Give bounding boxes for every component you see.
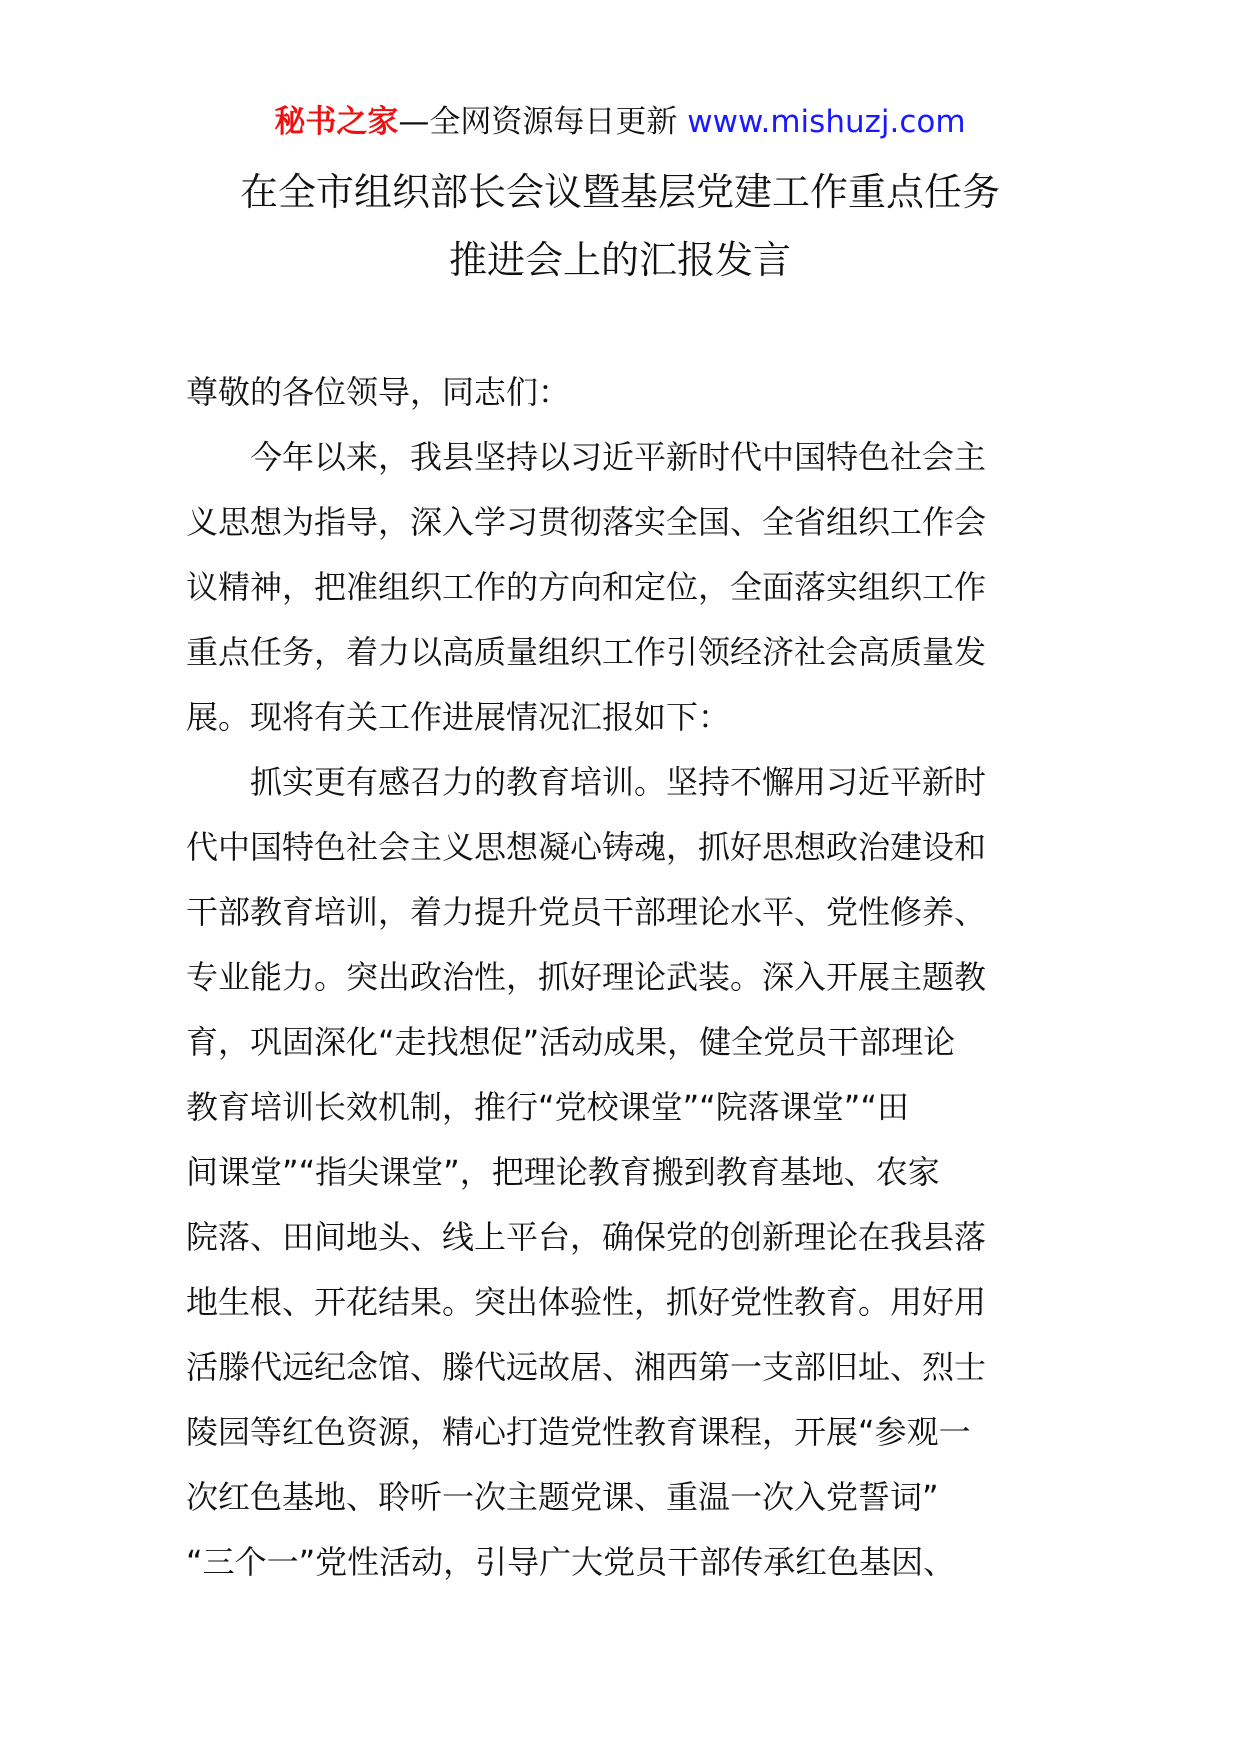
document-title-line-1: 在全市组织部长会议暨基层党建工作重点任务 [239, 170, 1000, 214]
body-text-line: 专业能力。突出政治性，抓好理论武装。深入开展主题教 [186, 958, 987, 996]
body-text-line: 活滕代远纪念馆、滕代远故居、湘西第一支部旧址、烈士 [186, 1348, 987, 1386]
header-tagline: —全网资源每日更新 [398, 104, 688, 140]
site-header [0, 100, 1240, 144]
body-text-line: 次红色基地、聆听一次主题党课、重温一次入党誓词” [186, 1478, 939, 1516]
body-text-line: 重点任务，着力以高质量组织工作引领经济社会高质量发 [186, 633, 987, 671]
body-text-line: 教育培训长效机制，推行“党校课堂”“院落课堂”“田 [186, 1088, 909, 1126]
site-url-link[interactable]: www.mishuzj.com [687, 104, 966, 140]
body-text-line: 间课堂”“指尖课堂”，把理论教育搬到教育基地、农家 [186, 1153, 940, 1191]
document-title-line-2: 推进会上的汇报发言 [448, 238, 791, 282]
brand-name: 秘书之家 [274, 104, 399, 140]
body-text-line: 干部教育培训，着力提升党员干部理论水平、党性修养、 [186, 893, 987, 931]
body-text-line: “三个一”党性活动，引导广大党员干部传承红色基因、 [186, 1543, 956, 1581]
body-text-line: 地生根、开花结果。突出体验性，抓好党性教育。用好用 [186, 1283, 987, 1321]
body-text-line: 今年以来，我县坚持以习近平新时代中国特色社会主 [186, 438, 987, 476]
body-text-line: 陵园等红色资源，精心打造党性教育课程，开展“参观一 [186, 1413, 971, 1451]
body-text-line: 代中国特色社会主义思想凝心铸魂，抓好思想政治建设和 [186, 828, 987, 866]
body-text-line: 育，巩固深化“走找想促”活动成果，健全党员干部理论 [186, 1023, 956, 1061]
body-text-line: 抓实更有感召力的教育培训。坚持不懈用习近平新时 [186, 763, 987, 801]
body-text-line: 议精神，把准组织工作的方向和定位，全面落实组织工作 [186, 568, 987, 606]
body-text-line: 义思想为指导，深入学习贯彻落实全国、全省组织工作会 [186, 503, 987, 541]
body-text-line: 展。现将有关工作进展情况汇报如下： [186, 698, 731, 736]
body-text-line: 尊敬的各位领导，同志们： [186, 373, 571, 411]
body-text-line: 院落、田间地头、线上平台，确保党的创新理论在我县落 [186, 1218, 987, 1256]
document-body [186, 360, 1056, 1595]
